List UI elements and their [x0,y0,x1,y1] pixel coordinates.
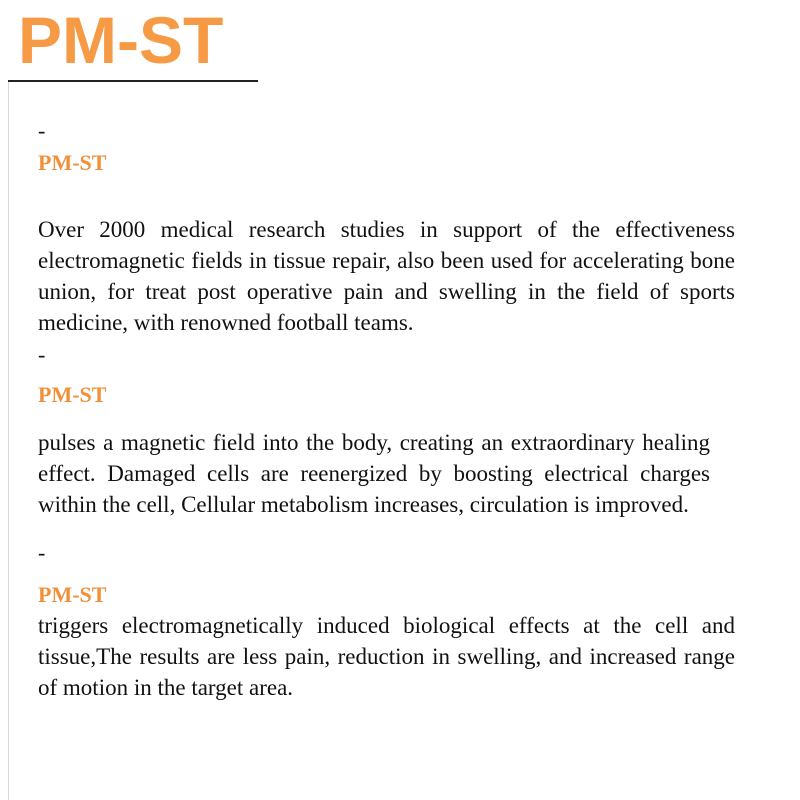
section-1-dash: - [38,118,46,143]
section-1-paragraph: Over 2000 medical research studies in support of the effectiveness electromagnetic fields in tissue repair, also been used for accelerating bone union, for treat post operative pain and swelling in the field of sports medicine, with renowned football teams. [38,217,735,335]
section-2-heading: PM-ST [38,382,107,407]
section-2-paragraph: pulses a magnetic field into the body, creating an extraordinary healing effect. Damaged cells are reenergized by boosting electrical charges within the cell, Cellular metabolism increases, circulation is improved. [38,430,710,517]
left-margin-rule [8,82,9,800]
section-3-paragraph: triggers electromagnetically induced biological effects at the cell and tissue,The results are less pain, reduction in swelling, and increased range of motion in the target area. [38,613,735,700]
title-underline [8,80,258,82]
section-3-dash: - [38,540,46,565]
document-body [38,118,735,703]
section-2-dash: - [38,342,46,367]
section-1-heading: PM-ST [38,150,107,175]
section-3-heading: PM-ST [38,582,107,607]
document-title: PM-ST [18,3,224,77]
